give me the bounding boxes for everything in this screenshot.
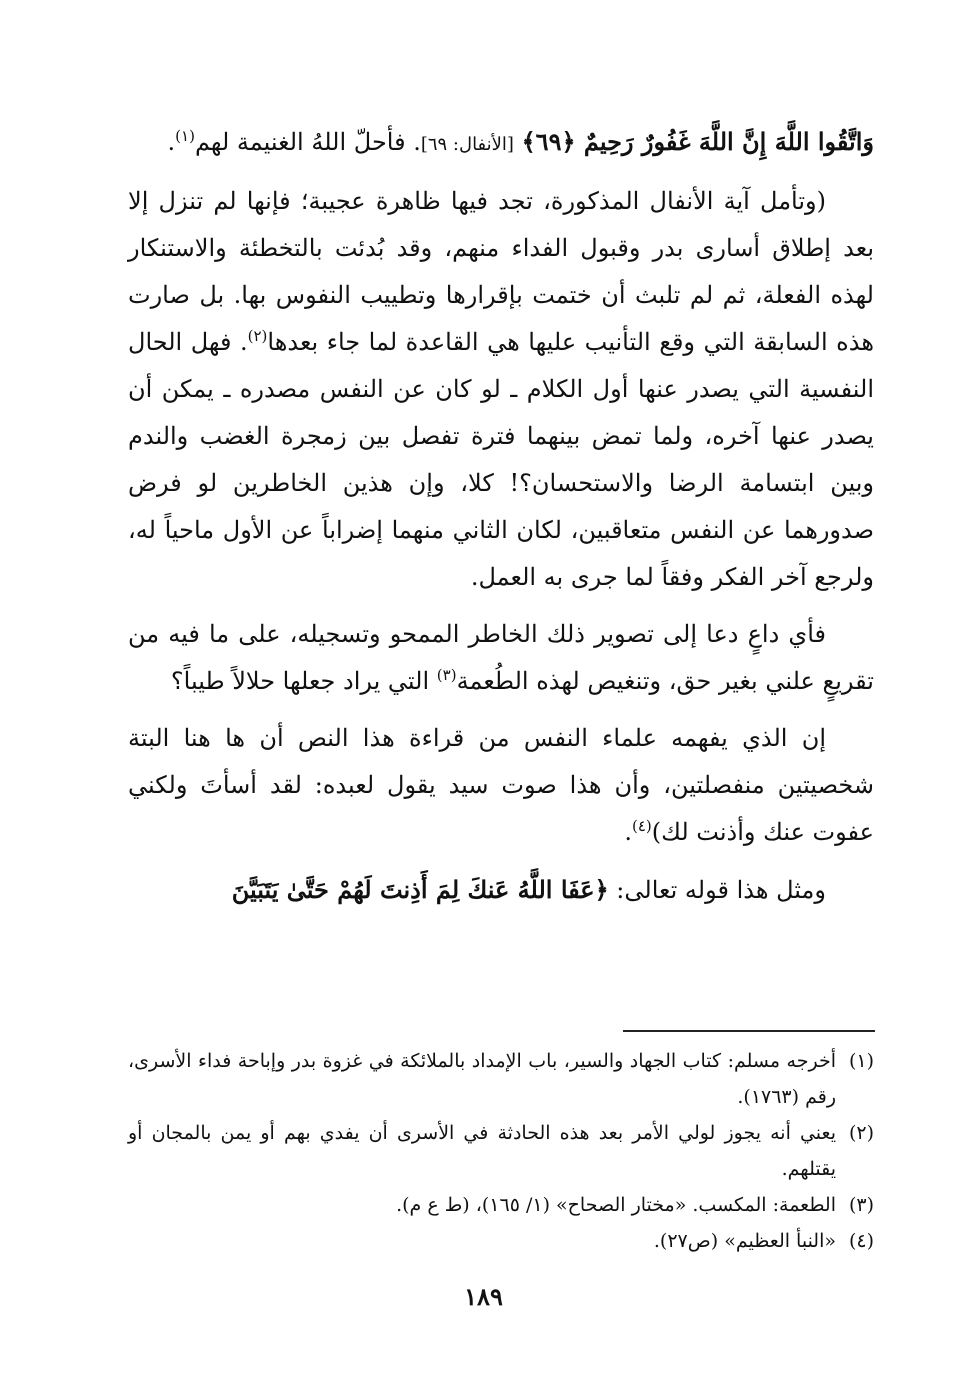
verse-line [128,118,874,168]
paragraph-text: . [624,818,632,846]
footnote-number: (١) [848,1050,874,1072]
verse-line-text: . فأحلّ اللهُ الغنيمة لهم [194,128,421,156]
footnote-number: (٤) [848,1230,874,1252]
footnotes [128,1043,874,1259]
footnote-divider [623,1030,875,1032]
footnote-marker-3[interactable]: (٣) [436,666,457,684]
paragraph-text: . فهل الحال النفسية التي يصدر عنها أول الكلام ـ لو كان عن النفس مصدره ـ يمكن أن يصدر عنها آخره، ولما تمض بينهما فترة تفصل بين زمجرة الغضب والندم وبين ابتسامة الرضا والاستحسان؟! كلا، وإن هذين الخاطرين لو فرض صدورهما عن النفس متعاقبين، لكان الثاني منهما إضراباً عن الأول ماحياً له، ولرجع آخر الفكر وفقاً لما جرى به العمل. [128,328,875,591]
page-number: ١٨٩ [464,1282,503,1311]
paragraph-1 [128,178,874,601]
paragraph-2 [128,611,874,705]
quran-verse: وَاتَّقُوا اللَّهَ إِنَّ اللَّهَ غَفُورٌ رَحِيمٌ ﴿٦٩﴾ [521,127,874,156]
paragraph-text: التي يراد جعلها حلالاً طيباً؟ [170,667,437,695]
paragraph-text: ومثل هذا قوله تعالى: [608,876,826,904]
quran-verse: ﴿عَفَا اللَّهُ عَنكَ لِمَ أَذِنتَ لَهُمْ حَتَّىٰ يَتَبَيَّنَ [231,875,609,904]
main-text [128,118,874,924]
footnote-marker-4[interactable]: (٤) [631,817,652,835]
footnote-4 [128,1223,874,1259]
footnote-text: أخرجه مسلم: كتاب الجهاد والسير، باب الإمداد بالملائكة في غزوة بدر وإباحة فداء الأسرى، رقم (١٧٦٣). [128,1050,836,1108]
footnote-1 [128,1043,874,1115]
paragraph-text: (وتأمل آية الأنفال المذكورة، تجد فيها ظاهرة عجيبة؛ فإنها لم تنزل إلا بعد إطلاق أسارى بدر وقبول الفداء منهم، وقد بُدئت بالتخطئة والاستنكار لهذه الفعلة، ثم لم تلبث أن ختمت بإقرارها وتطييب النفوس بها. بل صارت هذه السابقة التي وقع التأنيب عليها هي القاعدة لما جاء بعدها [128,187,874,356]
paragraph-4 [128,866,874,914]
footnote-number: (٢) [848,1122,874,1144]
footnote-text: «النبأ العظيم» (ص٢٧). [653,1230,836,1252]
footnote-text: يعني أنه يجوز لولي الأمر بعد هذه الحادثة في الأسرى أن يفدي بهم أو يمن بالمجان أو يقتلهم. [128,1122,836,1180]
paragraph-text: فأي داعٍ دعا إلى تصوير ذلك الخاطر الممحو وتسجيله، على ما فيه من تقريعٍ علني بغير حق، وتنغيص لهذه الطُعمة [128,620,874,695]
footnote-marker-2[interactable]: (٢) [247,327,268,345]
footnote-marker-1[interactable]: (١) [175,127,195,145]
footnote-text: الطعمة: المكسب. «مختار الصحاح» (١/ ١٦٥)، (ط ع م). [396,1194,836,1216]
verse-reference: [الأنفال: ٦٩] [420,134,514,155]
verse-line-end: . [167,128,176,156]
paragraph-text: إن الذي يفهمه علماء النفس من قراءة هذا النص أن ها هنا البتة شخصيتين منفصلتين، وأن هذا صوت سيد يقول لعبده: لقد أسأتَ ولكني عفوت عنك وأذنت لك) [128,724,874,846]
footnote-2 [128,1115,874,1187]
footnote-3 [128,1187,874,1223]
footnote-number: (٣) [848,1194,874,1216]
paragraph-3 [128,715,874,856]
